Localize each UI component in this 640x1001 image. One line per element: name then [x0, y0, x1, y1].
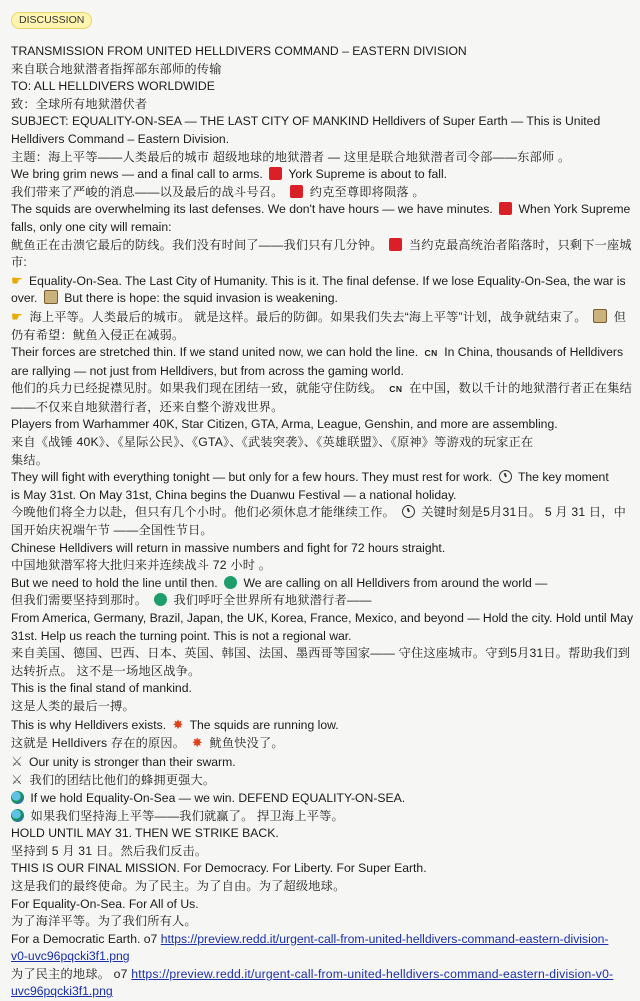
text-span: Equality-On-Sea. The Last City of Humanity. This is it. The final defense. If we lose Equality-On-Sea, the war is — [29, 273, 626, 288]
text-line: THIS IS OUR FINAL MISSION. For Democracy. For Liberty. For Super Earth. — [11, 861, 427, 876]
text-line: Helldivers Command – Eastern Division. — [11, 131, 230, 146]
text-line — [11, 966, 630, 984]
text-line — [11, 575, 630, 593]
collision-icon: ✸ — [172, 716, 184, 732]
text-line — [11, 734, 630, 753]
image-link[interactable]: https://preview.redd.it/urgent-call-from-united-helldivers-command-eastern-division-v0- — [131, 966, 614, 981]
cn-flag-icon: CN — [424, 348, 438, 359]
text-line: 这是我们的最终使命。为了民主。为了自由。为了超级地球。 — [11, 878, 346, 893]
text-span: 海上平等。人类最后的城市。 就是这样。最后的防御。如果我们失去“海上平等”计划，战争就结束了。 — [29, 309, 587, 324]
text-span: 为了民主的地球。 o7 — [11, 966, 128, 981]
text-span: 他们的兵力已经捉襟见肘。如果我们现在团结一致，就能守住防线。 — [11, 381, 383, 396]
text-span: Their forces are stretched thin. If we stand united now, we can hold the line. — [11, 345, 419, 360]
text-line: 致：全球所有地狱潜伏者 — [11, 96, 148, 111]
text-span: For a Democratic Earth. o7 — [11, 931, 158, 946]
text-line: SUBJECT: EQUALITY-ON-SEA — THE LAST CITY OF MANKIND Helldivers of Super Earth — This is United — [11, 114, 601, 129]
red-square-icon — [269, 167, 282, 180]
text-line — [11, 504, 630, 522]
text-line: Players from Warhammer 40K, Star Citizen, GTA, Arma, League, Genshin, and more are assembling. — [11, 417, 558, 432]
text-span: The key moment — [517, 470, 609, 485]
text-span: 但 — [613, 309, 627, 324]
text-line: For Equality-On-Sea. For All of Us. — [11, 896, 199, 911]
text-line — [11, 716, 630, 735]
text-line — [11, 753, 630, 772]
text-span: York Supreme is about to fall. — [288, 167, 448, 182]
text-span: This is why Helldivers exists. — [11, 717, 167, 732]
text-span: We bring grim news — and a final call to arms. — [11, 167, 263, 182]
text-line: is May 31st. On May 31st, China begins the Duanwu Festival — a national holiday. — [11, 487, 457, 502]
text-line — [11, 272, 630, 291]
text-line — [11, 931, 630, 949]
text-span: over. — [11, 291, 38, 306]
text-line: HOLD UNTIL MAY 31. THEN WE STRIKE BACK. — [11, 826, 279, 841]
text-line: This is the final stand of mankind. — [11, 681, 192, 696]
image-link[interactable]: v0-uvc96pqcki3f1.png — [11, 949, 130, 964]
text-line — [11, 771, 630, 790]
text-line: 主题：海上平等——人类最后的城市 超级地球的地狱潜者 — 这里是联合地狱潜者司令部——东部师 。 — [11, 149, 571, 164]
text-line — [11, 308, 630, 327]
text-line: 市: — [11, 255, 27, 270]
text-span: 我们带来了严峻的消息——以及最后的战斗号召。 — [11, 184, 284, 199]
game-die-icon — [44, 290, 58, 304]
text-line: 达转折点。 这不是一场地区战争。 — [11, 663, 201, 678]
text-line: From America, Germany, Brazil, Japan, the UK, Korea, France, Mexico, and beyond — Hold the city. Hold until May — [11, 611, 634, 625]
text-line — [11, 469, 630, 487]
text-span: But we need to hold the line until then. — [11, 575, 218, 590]
text-line: 来自联合地狱潜者指挥部东部师的传输 — [11, 61, 222, 76]
clock-icon — [499, 470, 512, 483]
globe-icon — [11, 791, 24, 804]
clock-icon — [402, 505, 415, 518]
text-span: 关键时刻是5月31日。 5 月 31 日，中 — [421, 505, 627, 520]
image-link[interactable]: https://preview.redd.it/urgent-call-from-united-helldivers-command-eastern-division- — [160, 931, 609, 946]
text-line — [11, 201, 630, 219]
game-die-icon — [593, 309, 607, 323]
red-square-icon — [389, 238, 402, 251]
text-span: 鱿鱼快没了。 — [209, 736, 284, 751]
text-line: TRANSMISSION FROM UNITED HELLDIVERS COMMAND – EASTERN DIVISION — [11, 44, 467, 58]
cn-flag-icon: CN — [389, 384, 403, 395]
text-span: Our unity is stronger than their swarm. — [29, 754, 236, 769]
text-line: Chinese Helldivers will return in massive numbers and fight for 72 hours straight. — [11, 540, 446, 555]
text-line — [11, 237, 630, 255]
text-line — [11, 166, 630, 184]
text-line: 中国地狱潜军将大批归来并连续战斗 72 小时 。 — [11, 558, 272, 573]
green-circle-icon — [154, 593, 167, 606]
text-span: 今晚他们将全力以赴，但只有几个小时。他们必须休息才能继续工作。 — [11, 505, 396, 520]
text-span: 我们的团结比他们的蜂拥更强大。 — [29, 773, 216, 788]
text-line — [11, 983, 630, 1001]
post-body — [11, 43, 634, 1001]
text-span: 鱿鱼正在击溃它最后的防线。我们没有时间了——我们只有几分钟。 — [11, 237, 383, 252]
text-line: are rallying — not just from Helldivers, but from across the gaming world. — [11, 363, 404, 378]
text-span: 但我们需要坚持到那时。 — [11, 593, 148, 608]
text-line — [11, 290, 630, 308]
pointing-hand-icon: ☛ — [11, 272, 23, 288]
text-line — [11, 808, 630, 826]
text-line: 仍有希望：鱿鱼入侵正在减弱。 — [11, 327, 185, 342]
text-line: 为了海洋平等。为了我们所有人。 — [11, 914, 197, 929]
text-span: The squids are running low. — [189, 717, 339, 732]
discussion-tag[interactable]: DISCUSSION — [11, 12, 92, 29]
text-line: 国开始庆祝端午节 ——全国性节日。 — [11, 523, 213, 538]
text-line — [11, 790, 630, 808]
text-line: 集结。 — [11, 452, 49, 467]
crossed-swords-icon: ⚔ — [11, 772, 23, 788]
text-span: If we hold Equality-On-Sea — we win. DEFEND EQUALITY-ON-SEA. — [30, 790, 406, 805]
text-line — [11, 948, 630, 966]
text-line — [11, 380, 633, 399]
text-line — [11, 592, 630, 610]
text-line — [11, 184, 630, 202]
text-span: We are calling on all Helldivers from around the world — — [243, 575, 548, 590]
text-span: 约克至尊即将陨落 。 — [309, 184, 425, 199]
text-line: falls, only one city will remain: — [11, 219, 172, 234]
image-link[interactable]: uvc96pqcki3f1.png — [11, 984, 113, 999]
text-span: 在中国，数以千计的地狱潜行者正在集结 — [409, 381, 633, 396]
red-square-icon — [290, 185, 303, 198]
crossed-swords-icon: ⚔ — [11, 753, 23, 769]
text-line — [11, 344, 630, 363]
text-line: 坚持到 5 月 31 日。然后我们反击。 — [11, 843, 208, 858]
text-span: 我们呼吁全世界所有地狱潜行者—— — [173, 593, 372, 608]
pointing-hand-icon: ☛ — [11, 308, 23, 324]
text-span: In China, thousands of Helldivers — [444, 345, 624, 360]
collision-icon: ✸ — [191, 735, 203, 751]
text-line: 这是人类的最后一搏。 — [11, 698, 135, 713]
text-line: TO: ALL HELLDIVERS WORLDWIDE — [11, 79, 215, 94]
red-square-icon — [499, 202, 512, 215]
green-circle-icon — [224, 576, 237, 589]
text-line: ——不仅来自地狱潜行者，还来自整个游戏世界。 — [11, 399, 284, 414]
text-span: They will fight with everything tonight — but only for a few hours. They must rest for work. — [11, 470, 493, 485]
text-line: 来自美国、德国、巴西、日本、英国、韩国、法国、墨西哥等国家—— 守住这座城市。守到5月31日。帮助我们到 — [11, 646, 631, 661]
text-span: 这就是 Helldivers 存在的原因。 — [11, 736, 186, 751]
text-line: 31st. Help us reach the turning point. This is not a regional war. — [11, 628, 352, 643]
text-line: 来自《战锤 40K》、《星际公民》、《GTA》、《武装突袭》、《英雄联盟》、《原神》等游戏的玩家正在 — [11, 435, 534, 450]
text-span: When York Supreme — [518, 202, 631, 217]
globe-icon — [11, 809, 24, 822]
text-span: 如果我们坚持海上平等——我们就赢了。 捍卫海上平等。 — [30, 808, 344, 823]
text-span: 当约克最高统治者陷落时，只剩下一座城 — [408, 237, 632, 252]
text-span: The squids are overwhelming its last defenses. We don't have hours — we have minutes. — [11, 202, 493, 217]
text-span: But there is hope: the squid invasion is weakening. — [64, 291, 338, 306]
